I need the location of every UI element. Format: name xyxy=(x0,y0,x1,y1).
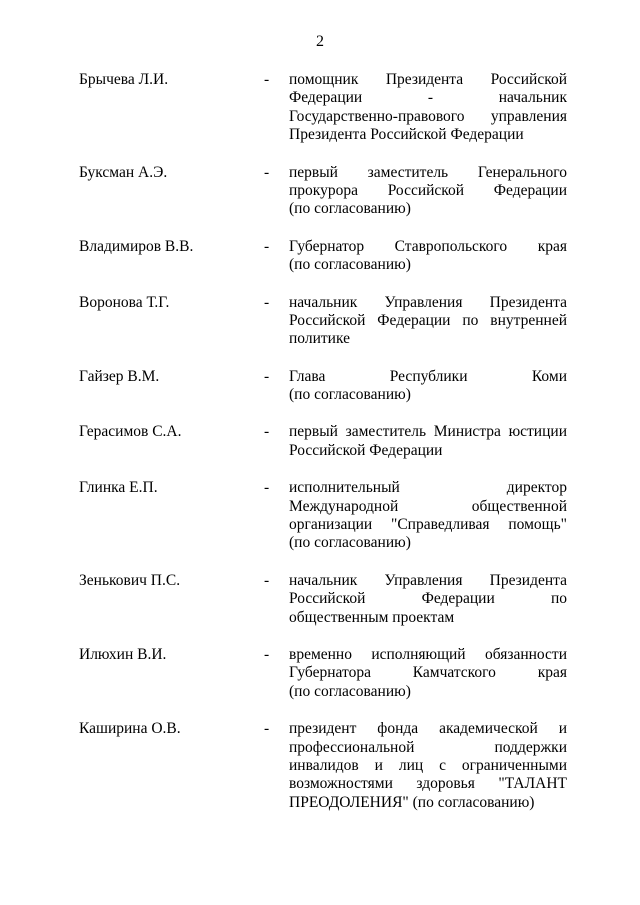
person-name: Брычева Л.И. xyxy=(79,71,169,88)
list-item xyxy=(0,238,640,275)
position-line: общественным проектам xyxy=(289,608,455,626)
dash: - xyxy=(264,571,270,589)
position-line: профессиональной поддержки xyxy=(289,738,567,756)
person-name: Гайзер В.М. xyxy=(79,367,160,385)
dash: - xyxy=(264,163,270,181)
person-position xyxy=(289,238,567,275)
position-line: (по согласованию) xyxy=(289,534,411,552)
position-line: организации "Справедливая помощь" xyxy=(289,516,567,534)
person-position xyxy=(289,71,567,145)
dash: - xyxy=(264,293,270,311)
position-line: ПРЕОДОЛЕНИЯ" (по согласованию) xyxy=(289,793,535,811)
position-line: президент фонда академической и xyxy=(289,720,567,738)
position-line: исполнительный директор xyxy=(289,479,567,497)
position-line: (по согласованию) xyxy=(289,386,411,404)
list-item xyxy=(0,646,640,701)
position-line: начальник Управления Президента xyxy=(289,293,567,311)
list-item xyxy=(0,479,640,553)
position-line: временно исполняющий обязанности xyxy=(289,645,567,663)
dash: - xyxy=(264,237,270,255)
dash: - xyxy=(264,720,270,738)
person-name: Герасимов С.А. xyxy=(79,423,182,441)
person-position xyxy=(289,646,567,701)
position-line: прокурора Российской Федерации xyxy=(289,181,567,199)
position-line: Российской Федерации по внутренней xyxy=(289,311,567,329)
position-line: политике xyxy=(289,330,350,348)
person-position xyxy=(289,164,567,219)
entries-list xyxy=(0,71,640,831)
person-name: Владимиров В.В. xyxy=(79,237,194,255)
list-item xyxy=(0,294,640,349)
person-name: Илюхин В.И. xyxy=(79,645,167,663)
person-position xyxy=(289,368,567,405)
position-line: возможностями здоровья "ТАЛАНТ xyxy=(289,775,567,793)
position-line: (по согласованию) xyxy=(289,682,411,700)
position-line: Федерации - начальник xyxy=(289,89,567,107)
list-item xyxy=(0,720,640,812)
position-line: первый заместитель Министра юстиции xyxy=(289,423,567,441)
dash: - xyxy=(264,645,270,663)
position-line: Президента Российской Федерации xyxy=(289,126,524,144)
position-line: первый заместитель Генерального xyxy=(289,163,567,181)
person-name: Глинка Е.П. xyxy=(79,479,158,497)
person-position xyxy=(289,720,567,812)
list-item xyxy=(0,71,640,145)
position-line: помощник Президента Российской xyxy=(289,71,567,88)
position-line: Глава Республики Коми xyxy=(289,367,567,385)
person-name: Каширина О.В. xyxy=(79,720,181,738)
list-item xyxy=(0,423,640,460)
position-line: (по согласованию) xyxy=(289,200,411,218)
dash: - xyxy=(264,71,270,88)
list-item xyxy=(0,164,640,219)
dash: - xyxy=(264,423,270,441)
position-line: Российской Федерации по xyxy=(289,590,567,608)
position-line: начальник Управления Президента xyxy=(289,571,567,589)
position-line: инвалидов и лиц с ограниченными xyxy=(289,756,567,774)
list-item xyxy=(0,572,640,627)
person-position xyxy=(289,294,567,349)
position-line: Губернатор Ставропольского края xyxy=(289,237,567,255)
position-line: Губернатора Камчатского края xyxy=(289,664,567,682)
person-name: Зенькович П.С. xyxy=(79,571,181,589)
position-line: Российской Федерации xyxy=(289,441,443,459)
position-line: (по согласованию) xyxy=(289,256,411,274)
position-line: Государственно-правового управления xyxy=(289,107,567,125)
person-name: Буксман А.Э. xyxy=(79,163,168,181)
dash: - xyxy=(264,479,270,497)
person-position xyxy=(289,423,567,460)
list-item xyxy=(0,368,640,405)
dash: - xyxy=(264,367,270,385)
person-position xyxy=(289,479,567,553)
person-position xyxy=(289,572,567,627)
page-number: 2 xyxy=(316,33,324,50)
person-name: Воронова Т.Г. xyxy=(79,293,170,311)
position-line: Международной общественной xyxy=(289,497,567,515)
